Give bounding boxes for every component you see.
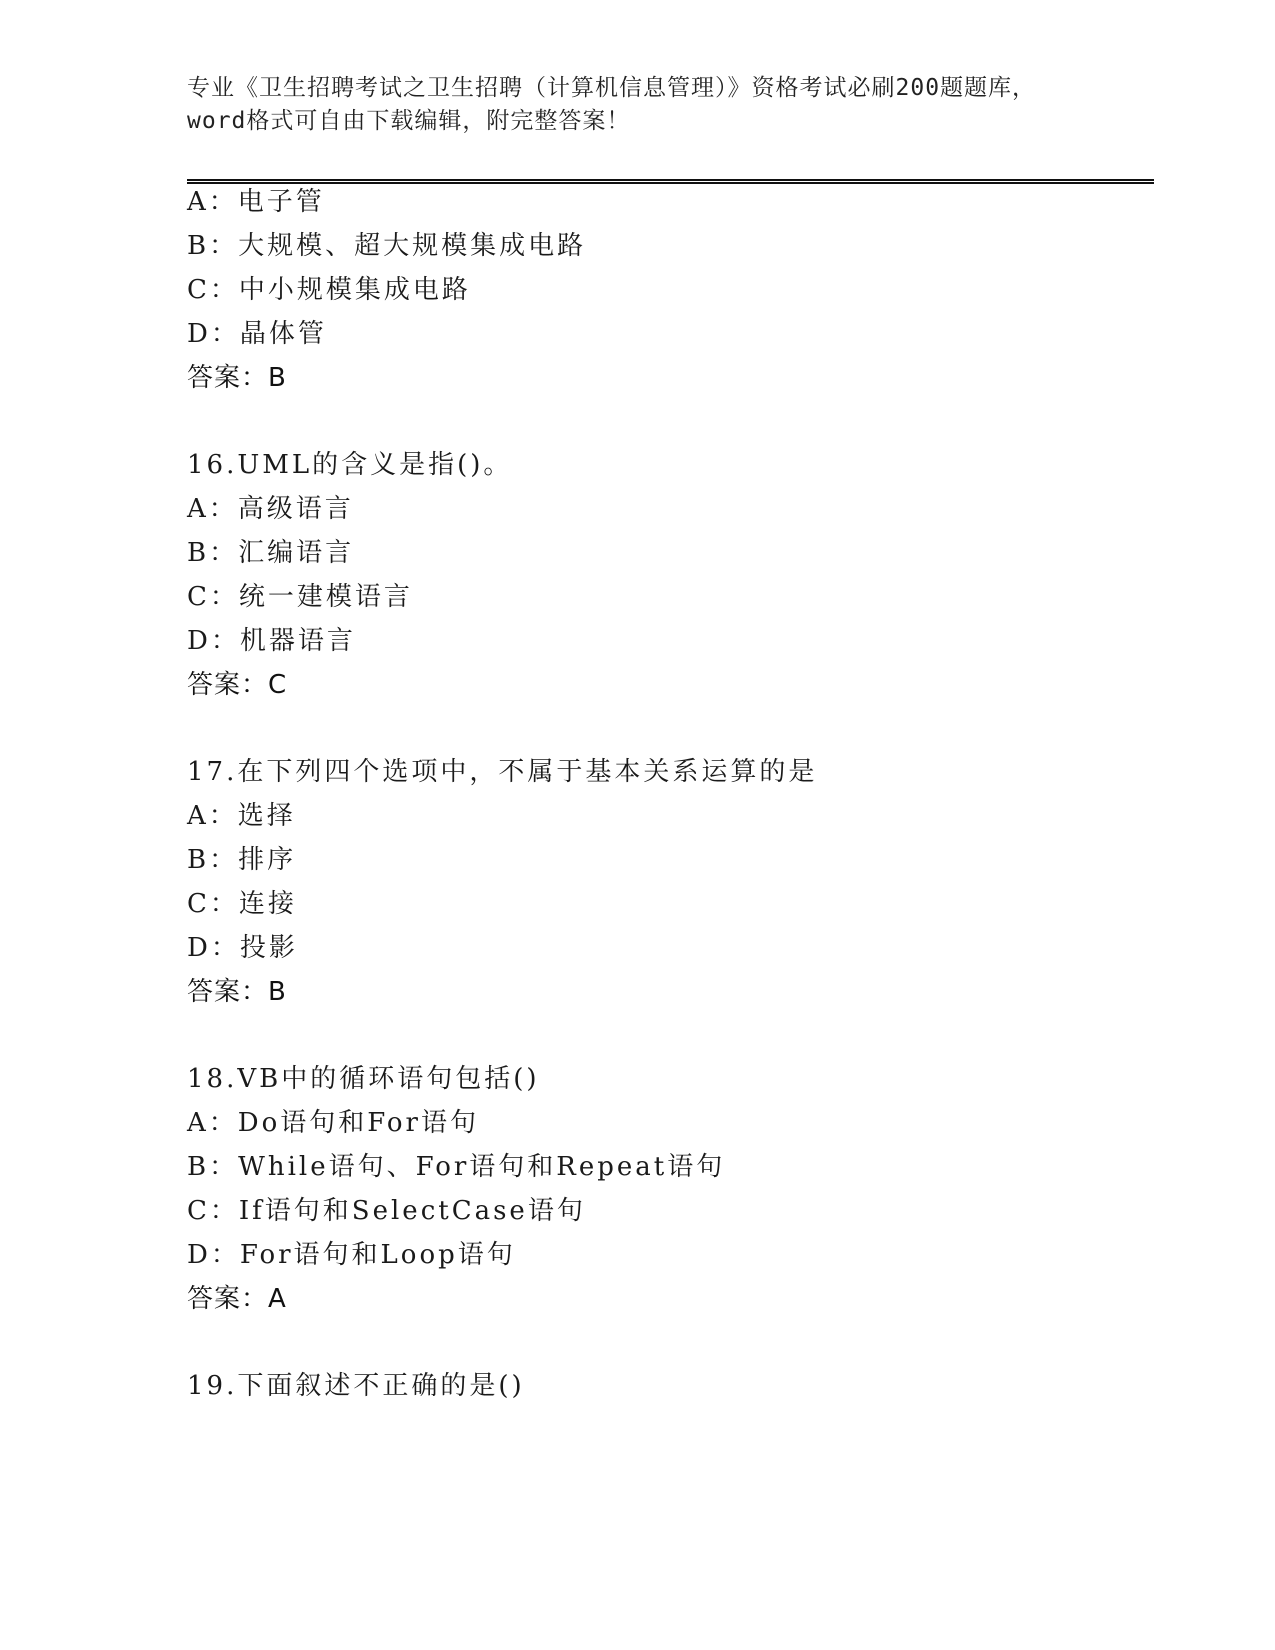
option-d: D：晶体管 — [187, 319, 327, 349]
answer: 答案：B — [187, 363, 287, 393]
option-d: D：For语句和Loop语句 — [187, 1240, 516, 1270]
option-a: A：高级语言 — [187, 494, 354, 524]
option-b: B：While语句、For语句和Repeat语句 — [187, 1152, 726, 1182]
option-d: D：机器语言 — [187, 626, 356, 656]
option-b: B：排序 — [187, 845, 297, 875]
option-a: A：电子管 — [187, 187, 325, 217]
option-b: B：大规模、超大规模集成电路 — [187, 231, 587, 261]
option-a: A：选择 — [187, 801, 296, 831]
answer: 答案：B — [187, 977, 287, 1007]
question-stem: 18.VB中的循环语句包括() — [187, 1064, 540, 1094]
answer: 答案：A — [187, 1284, 287, 1314]
question-stem: 19.下面叙述不正确的是() — [187, 1371, 525, 1401]
document-header — [187, 72, 1147, 138]
option-d: D：投影 — [187, 933, 298, 963]
option-c: C：连接 — [187, 889, 297, 919]
option-c: C：统一建模语言 — [187, 582, 413, 612]
question-stem: 17.在下列四个选项中，不属于基本关系运算的是 — [187, 757, 818, 787]
question-stem: 16.UML的含义是指()。 — [187, 450, 513, 480]
option-a: A：Do语句和For语句 — [187, 1108, 479, 1138]
header-divider — [187, 179, 1154, 184]
answer: 答案：C — [187, 670, 288, 700]
option-b: B：汇编语言 — [187, 538, 355, 568]
header-line-2: word格式可自由下载编辑，附完整答案！ — [187, 108, 631, 134]
header-line-1: 专业《卫生招聘考试之卫生招聘（计算机信息管理）》资格考试必刷200题题库， — [187, 75, 1037, 101]
option-c: C：中小规模集成电路 — [187, 275, 471, 305]
option-c: C：If语句和SelectCase语句 — [187, 1196, 586, 1226]
